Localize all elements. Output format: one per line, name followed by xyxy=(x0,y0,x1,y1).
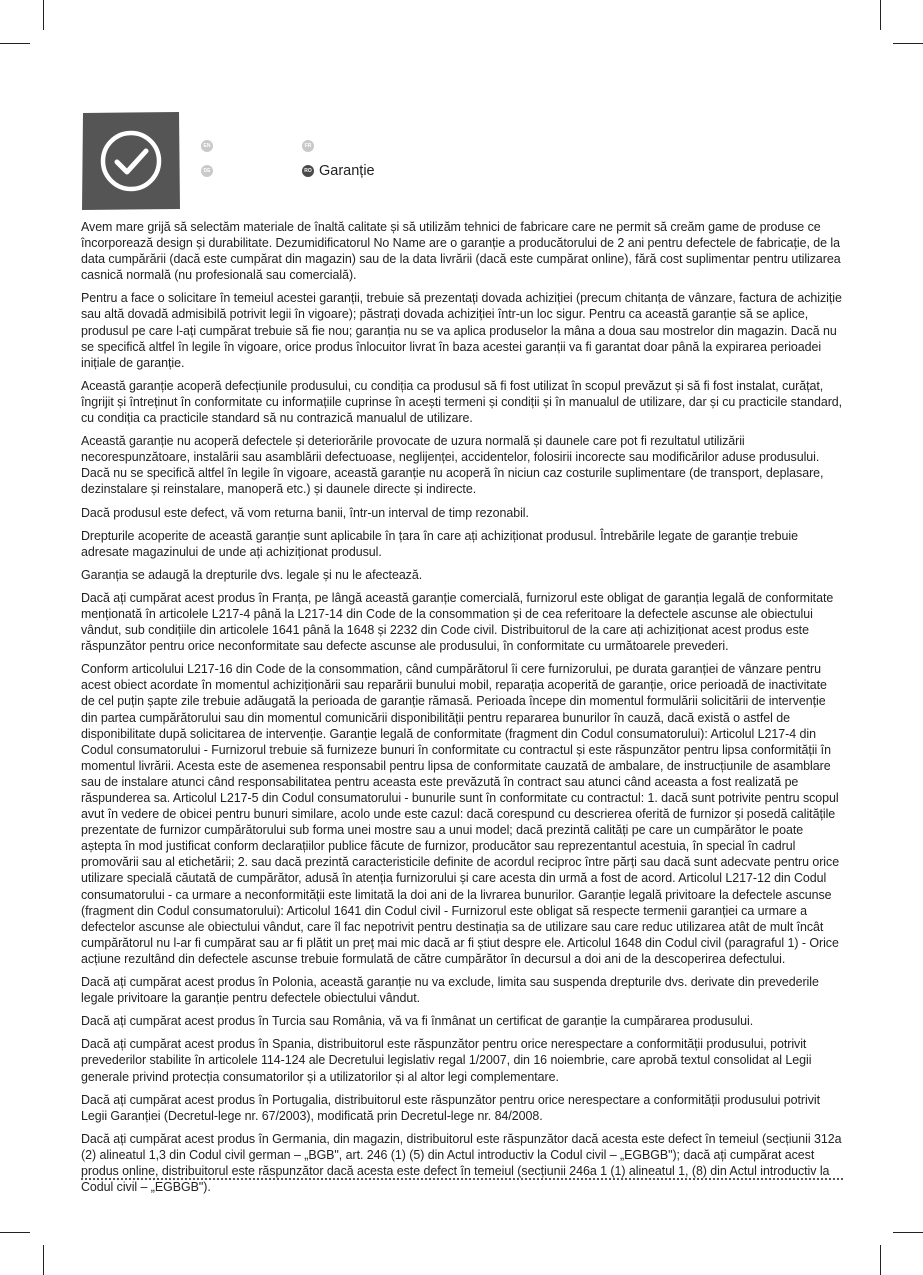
language-code-badge: FR xyxy=(302,140,314,152)
crop-mark xyxy=(43,1245,44,1275)
language-code-badge: RO xyxy=(302,165,314,177)
paragraph: Dacă ați cumpărat acest produs în Spania, distribuitorul este răspunzător pentru orice nerespectare a conformității produsului, potrivit prevederilor stabilite în articolele 114-124 ale Decretului legislativ regal 1/2007, din 16 noiembrie, care aprobă textul consolidat al Legii generale privind protecția consumatorilor și a utilizatorilor și al altor legi complementare. xyxy=(81,1037,812,1084)
paragraph: Conform articolului L217-16 din Code de la consommation, când cumpărătorul îi cere furnizorului, pe durata garanției de vânzare pentru acest obiect acordate în momentul achiziționării sau reparării bunului mobil, reparația acoperită de garanție, orice perioadă de inactivitate de cel puțin șapte zile trebuie adăugată la perioada de garanție rămasă. Perioada începe din momentul formulării solicitării de intervenție din partea cumpărătorului sau din momentul comunicării disponibilității pentru repararea bunurilor în cauză, dacă există o astfel de disponibilitate după solicitarea de intervenție. Garanție legală de conformitate (fragment din Codul consumatorului): Articolul L217-4 din Codul consumatorului - Furnizorul trebuie să furnizeze bunuri în conformitate cu contractul și este răspunzător pentru lipsa conformității în momentul livrării. Acesta este de asemenea responsabil pentru lipsa de conformitate cauzată de ambalare, de instrucțiunile de asamblare sau de instalare atunci când responsabilitatea pentru aceasta este prevăzută în contract sau atunci când aceasta a fost realizată pe răspunderea sa. Articolul L217-5 din Codul consumatorului - bunurile sunt în conformitate cu contractul: 1. dacă sunt potrivite pentru scopul avut în vedere de obicei pentru bunuri similare, acolo unde este cazul: dacă corespund cu descrierea oferită de furnizor și posedă calitățile prezentate de furnizor cumpărătorului sub forma unei mostre sau a unui model; dacă prezintă calități pe care un cumpărător le poate aștepta în mod justificat conform declarațiilor publice făcute de furnizor, producător sau reprezentantul acestuia, în special în cadrul promovării sau al etichetării; 2. sau dacă prezintă caracteristicile definite de acordul reciproc între părți sau dacă sunt adecvate pentru orice utilizare specială căutată de cumpărător, adusă în atenția furnizorului și care acesta din urmă a fost de acord. Articolul L217-12 din Codul consumatorului - ca urmare a neconformității este limitată la doi ani de la livrarea bunurilor. Garanție legală privitoare la defectele ascunse (fragment din Codul consumatorului): Articolul 1641 din Codul civil - Furnizorul este obligat să respecte termenii garanției ca urmare a defectelor ascunse ale obiectului vândut, care îl fac nepotrivit pentru destinația sa de utilizare sau care reduc utilizarea atât de mult încât cumpărătorul nu l-ar fi cumpărat sau ar fi plătit un preț mai mic dacă ar fi știut despre ele. Articolul 1648 din Codul civil (paragraful 1) - Orice acțiune rezultând din defectele ascunse trebuie formulată de către cumpărător în decursul a doi ani de la descoperirea defectului. xyxy=(81,662,840,966)
paragraph: Avem mare grijă să selectăm materiale de înaltă calitate și să utilizăm tehnici de fabricare care ne permit să creăm game de produse ce încorporează design și durabilitate. Dezumidificatorul No Name are o garanție a producătorului de 2 ani pentru defectele de fabricație, de la data cumpărării (dacă este cumpărat din magazin) sau de la data livrării (dacă este cumpărat online), fără cost suplimentar pentru utilizarea casnică normală (nu profesională sau comercială). xyxy=(81,220,841,283)
crop-mark xyxy=(880,0,881,30)
paragraph: Pentru a face o solicitare în temeiul acestei garanții, trebuie să prezentați dovada achiziției (precum chitanța de vânzare, factura de achiziție sau altă dovadă admisibilă potrivit legii în vigoare); păstrați dovada achiziției într-un loc sigur. Pentru ca această garanție să se aplice, produsul pe care l-ați cumpărat trebuie să fie nou; garanția nu se va aplica produselor la mâna a doua sau mostrelor din magazin. Dacă nu se specifică altfel în legile în vigoare, orice produs înlocuitor livrat în baza acestei garanții va fi garantat doar până la expirarea perioadei inițiale de garanție. xyxy=(81,291,842,370)
crop-mark xyxy=(0,1232,30,1233)
section-title: Garanție xyxy=(319,163,375,179)
language-marker-ro xyxy=(302,163,375,179)
crop-mark xyxy=(43,0,44,30)
paragraph: Această garanție nu acoperă defectele și deteriorările provocate de uzura normală și daunele care pot fi rezultatul utilizării necorespunzătoare, instalării sau asamblării defectuoase, neglijenței, accidentelor, folosirii incorecte sau modificărilor aduse produsului. Dacă nu se specifică altfel în legile în vigoare, această garanție nu acoperă în niciun caz costurile suplimentare (de transport, deplasare, dezinstalare și reinstalare, manoperă etc.) și daunele directe și indirecte. xyxy=(81,434,824,497)
language-marker-en xyxy=(201,140,213,152)
paragraph: Dacă produsul este defect, vă vom returna banii, într-un interval de timp rezonabil. xyxy=(81,505,529,520)
language-marker-fr xyxy=(302,140,314,152)
paragraph: Dacă ați cumpărat acest produs în Germania, din magazin, distribuitorul este răspunzător dacă acesta este defect în temeiul (secțiunii 312a (2) alineatul 1,3 din Codul civil german – „BGB", art. 246 (1) (5) din Actul introductiv la Codul civil – „EGBGB"); dacă ați cumpărat acest produs online, distribuitorul este răspunzător dacă acesta este defect în temeiul (secțiunii 246a 1 (1) alineatul 1, (8) din Actul introductiv la Codul civil – „EGBGB"). xyxy=(81,1131,842,1195)
paragraph: Dacă ați cumpărat acest produs în Franța, pe lângă această garanție comercială, furnizorul este obligat de garanția legală de conformitate menționată în articolele L217-4 până la L217-14 din Code de la consommation și de cea referitoare la defectele ascunse ale obiectului vândut, sub condițiile din articolele 1641 până la 1648 și 2232 din Code civil. Distribuitorul de la care ați achiziționat acest produs este răspunzător pentru orice neconformitate sau defecte ascunse ale produsului, în conformitate cu următoarele prevederi. xyxy=(81,590,834,654)
paragraph: Drepturile acoperite de această garanție sunt aplicabile în țara în care ați achiziționat produsul. Întrebările legate de garanție trebuie adresate magazinului de unde ați achiziționat produsul. xyxy=(81,528,798,559)
language-code-badge: DE xyxy=(201,165,213,177)
warranty-text xyxy=(81,219,843,1202)
paragraph: Această garanție acoperă defecțiunile produsului, cu condiția ca produsul să fi fost utilizat în scopul prevăzut și să fi fost instalat, curățat, îngrijit și întreținut în conformitate cu informațiile cuprinse în acești termeni și condiții și în manualul de utilizare, dar și cu practicile standard, cu condiția ca practicile standard să nu contrazică manualul de utilizare. xyxy=(81,378,843,426)
paragraph: Garanția se adaugă la drepturile dvs. legale și nu le afectează. xyxy=(81,567,423,582)
crop-mark xyxy=(0,43,30,44)
language-code-badge: EN xyxy=(201,140,213,152)
paragraph: Dacă ați cumpărat acest produs în Turcia sau România, vă va fi înmânat un certificat de garanție la cumpărarea produsului. xyxy=(81,1014,754,1029)
crop-mark xyxy=(893,1232,923,1233)
language-marker-de xyxy=(201,165,213,177)
crop-mark xyxy=(880,1245,881,1275)
paragraph: Dacă ați cumpărat acest produs în Polonia, această garanție nu va exclude, limita sau suspenda drepturile dvs. derivate din prevederile legale privitoare la garanție pentru defectele obiectului vândut. xyxy=(81,975,819,1006)
paragraph: Dacă ați cumpărat acest produs în Portugalia, distribuitorul este răspunzător pentru orice nerespectare a conformității produsului potrivit Legii Garanției (Decretul-lege nr. 67/2003), modificată prin Decretul-lege nr. 84/2008. xyxy=(81,1092,820,1123)
dotted-divider xyxy=(81,1178,843,1180)
crop-mark xyxy=(893,43,923,44)
checkmark-badge-icon xyxy=(80,111,182,211)
